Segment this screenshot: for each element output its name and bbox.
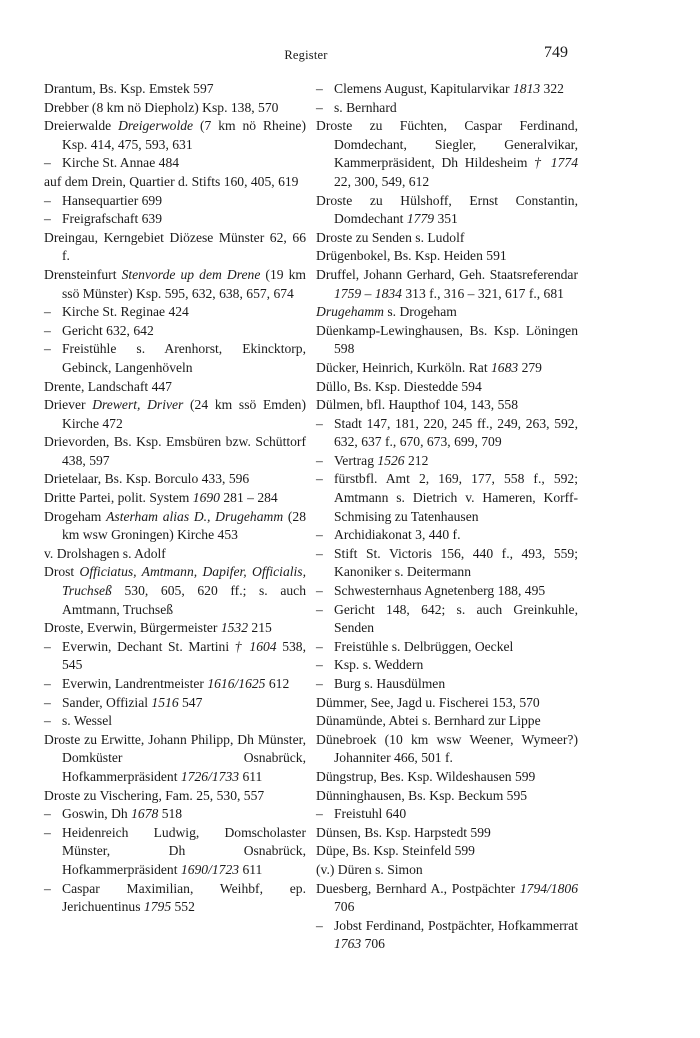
subentry-dash: – [44, 806, 51, 822]
entry-text: Dücker, Heinrich, Kurköln. Rat [316, 359, 491, 375]
entry-text: 552 [171, 899, 195, 915]
subentry-dash: – [44, 880, 51, 896]
subentry-dash: – [316, 527, 323, 543]
entry-text: (24 km ssö Emden) Kirche 472 [62, 397, 306, 431]
entry-italic-text: Drewert, Driver [92, 397, 184, 413]
entry-text: Druffel, Johann Gerhard, Geh. Staatsreferendar [316, 266, 578, 282]
index-entry [316, 787, 578, 806]
entry-text: s. Wessel [62, 713, 113, 729]
entry-text: 212 [404, 452, 429, 468]
entry-italic-text: Drugehamm [316, 304, 384, 320]
entry-text: Kirche St. Annae 484 [62, 155, 180, 171]
entry-text: Everwin, Dechant St. Martini [62, 638, 235, 654]
index-entry [44, 173, 306, 192]
entry-text: Freistühle s. Delbrüggen, Oeckel [334, 638, 514, 654]
index-entry [44, 619, 306, 638]
index-entry [44, 787, 306, 806]
index-subentry [316, 656, 578, 675]
entry-text: Sander, Offizial [62, 694, 152, 710]
index-entry [44, 489, 306, 508]
index-subentry [316, 415, 578, 452]
entry-italic-text: Asterham alias D., Drugehamm [106, 508, 284, 524]
entry-text: Dritte Partei, polit. System [44, 490, 193, 506]
entry-text: Driever [44, 397, 93, 413]
index-subentry [316, 526, 578, 545]
index-subentry [44, 712, 306, 731]
subentry-dash: – [44, 713, 51, 729]
index-entry [44, 229, 306, 266]
entry-italic-text: 1516 [151, 694, 179, 710]
subentry-dash: – [44, 192, 51, 208]
index-subentry [44, 824, 306, 880]
entry-italic-text: 1690 [192, 490, 220, 506]
subentry-dash: – [316, 471, 323, 487]
subentry-dash: – [316, 99, 323, 115]
entry-text: Ksp. s. Weddern [334, 657, 424, 673]
entry-text: Gericht 148, 642; s. auch Greinkuhle, Senden [334, 601, 578, 636]
subentry-dash: – [44, 304, 51, 320]
index-entry [316, 322, 578, 359]
entry-italic-text: 1763 [334, 936, 362, 952]
index-subentry [316, 80, 578, 99]
index-subentry [44, 154, 306, 173]
entry-text: Drietelaar, Bs. Ksp. Borculo 433, 596 [44, 471, 250, 487]
entry-italic-text: Dreigerwolde [118, 118, 194, 134]
entry-text: Drensteinfurt [44, 266, 122, 282]
entry-text: auf dem Drein, Quartier d. Stifts 160, 405, 619 [44, 173, 299, 189]
index-entry [44, 545, 306, 564]
entry-italic-text: 1813 [512, 81, 541, 96]
entry-text: Düpe, Bs. Ksp. Steinfeld 599 [316, 843, 475, 859]
entry-text: 518 [158, 806, 183, 822]
entry-italic-text: † 1604 [234, 638, 277, 654]
index-entry [44, 563, 306, 619]
entry-text: 706 [334, 899, 355, 915]
entry-text: (19 km ssö Münster) Ksp. 595, 632, 638, 657, 674 [62, 266, 307, 301]
entry-text: Heidenreich Ludwig, Domscholaster Münster, Dh Osnabrück, Hofkammerpräsident [62, 824, 306, 877]
entry-text: fürstbfl. Amt 2, 169, 177, 558 f., 592; Amtmann s. Dietrich v. Hameren, Korff-Schmising zu Tatenhausen [334, 471, 578, 524]
entry-text: Stift St. Victoris 156, 440 f., 493, 559; Kanoniker s. Deitermann [334, 545, 578, 580]
entry-text: 547 [178, 694, 203, 710]
subentry-dash: – [316, 545, 323, 561]
index-subentry [316, 582, 578, 601]
entry-italic-text: 1532 [220, 620, 248, 636]
entry-text: Archidiakonat 3, 440 f. [334, 527, 461, 543]
index-entry [316, 303, 578, 322]
index-entry [316, 359, 578, 378]
entry-text: Dümmer, See, Jagd u. Fischerei 153, 570 [316, 694, 540, 710]
subentry-dash: – [316, 676, 323, 691]
entry-text: Dülmen, bfl. Haupthof 104, 143, 558 [316, 397, 518, 413]
index-entry [316, 842, 578, 861]
entry-text: 612 [265, 676, 290, 691]
subentry-dash: – [316, 452, 323, 468]
entry-text: Hansequartier 699 [62, 192, 163, 208]
index-subentry [44, 675, 306, 694]
index-entry [44, 470, 306, 489]
entry-text: Drente, Landschaft 447 [44, 378, 172, 394]
subentry-dash: – [44, 694, 51, 710]
entry-italic-text: † 1774 [534, 155, 578, 171]
index-entry [316, 768, 578, 787]
index-subentry [316, 675, 578, 694]
index-entry [316, 824, 578, 843]
index-subentry [44, 303, 306, 322]
entry-text: Dünamünde, Abtei s. Bernhard zur Lippe [316, 713, 541, 729]
subentry-dash: – [44, 676, 51, 691]
entry-italic-text: Officiatus, Amtmann, Dapifer, Officialis, Truchseß [62, 564, 306, 599]
entry-text: Droste, Everwin, Bürgermeister [44, 620, 221, 636]
entry-text: Drantum, Bs. Ksp. Emstek 597 [44, 81, 214, 96]
entry-text: 322 [540, 81, 564, 96]
index-entry [316, 229, 578, 248]
index-entry [44, 731, 306, 787]
subentry-dash: – [316, 806, 323, 822]
entry-italic-text: 1759 – 1834 [334, 285, 402, 301]
entry-text: Düllo, Bs. Ksp. Diestedde 594 [316, 378, 482, 394]
index-subentry [44, 880, 306, 917]
entry-text: Droste zu Hülshoff, Ernst Constantin, Domdechant [316, 192, 578, 227]
entry-text: Burg s. Hausdülmen [334, 676, 446, 691]
entry-text: 313 f., 316 – 321, 617 f., 681 [401, 285, 564, 301]
index-entry [44, 378, 306, 397]
entry-text: Duesberg, Bernhard A., Postpächter [316, 880, 520, 896]
index-entry [44, 433, 306, 470]
entry-italic-text: 1678 [131, 806, 159, 822]
index-entry [316, 712, 578, 731]
index-subentry [44, 322, 306, 341]
entry-text: Everwin, Landrentmeister [62, 676, 208, 691]
entry-italic-text: 1726/1733 [180, 768, 240, 784]
entry-text: Dünsen, Bs. Ksp. Harpstedt 599 [316, 824, 491, 840]
index-entry [316, 117, 578, 191]
index-subentry [316, 638, 578, 657]
index-subentry [316, 917, 578, 954]
subentry-dash: – [316, 917, 323, 933]
index-entry [316, 247, 578, 266]
index-subentry [44, 210, 306, 229]
entry-italic-text: 1616/1625 [207, 676, 266, 691]
entry-text: Drügenbokel, Bs. Ksp. Heiden 591 [316, 248, 507, 264]
entry-text: Vertrag [334, 452, 378, 468]
index-entry [316, 861, 578, 880]
index-subentry [316, 99, 578, 118]
index-entry [316, 694, 578, 713]
running-title: Register [284, 48, 328, 62]
entry-italic-text: 1683 [491, 359, 519, 375]
index-subentry [44, 192, 306, 211]
entry-text: Schwesternhaus Agnetenberg 188, 495 [334, 583, 546, 599]
entry-text: Droste zu Vischering, Fam. 25, 530, 557 [44, 787, 265, 803]
entry-text: Droste zu Erwitte, Johann Philipp, Dh Münster, Domküster Osnabrück, Hofkammerpräsident [44, 731, 306, 784]
index-entry [44, 266, 306, 303]
entry-text: 215 [248, 620, 272, 636]
index-column-right [316, 80, 578, 954]
entry-text: Drievorden, Bs. Ksp. Emsbüren bzw. Schüttorf 438, 597 [44, 434, 306, 468]
subentry-dash: – [316, 638, 323, 654]
entry-text: Droste zu Füchten, Caspar Ferdinand, Domdechant, Siegler, Generalvikar, Kammerpräsident, Dh Hildesheim [316, 118, 578, 171]
entry-text: Gericht 632, 642 [62, 322, 154, 338]
index-entry [44, 117, 306, 154]
entry-text: Düngstrup, Bes. Ksp. Wildeshausen 599 [316, 768, 536, 784]
entry-text: Dreierwalde [44, 118, 119, 134]
subentry-dash: – [316, 583, 323, 599]
entry-italic-text: 1690/1723 [180, 861, 240, 877]
subentry-dash: – [44, 824, 51, 840]
index-subentry [44, 638, 306, 675]
entry-text: Stadt 147, 181, 220, 245 ff., 249, 263, 592, 632, 637 f., 670, 673, 699, 709 [334, 415, 578, 450]
index-entry [44, 80, 306, 99]
subentry-dash: – [44, 322, 51, 338]
entry-text: Droste zu Senden s. Ludolf [316, 229, 465, 245]
entry-text: 706 [361, 936, 385, 952]
entry-text: 351 [434, 211, 458, 227]
entry-text: 281 – 284 [219, 490, 278, 506]
index-subentry [44, 340, 306, 377]
entry-text: Drost [44, 564, 80, 580]
entry-italic-text: 1795 [143, 899, 172, 915]
entry-text: Freistuhl 640 [334, 806, 407, 822]
entry-italic-text: 1794/1806 [519, 880, 578, 896]
page-number: 749 [544, 44, 568, 61]
index-column-left [44, 80, 306, 917]
index-subentry [316, 470, 578, 526]
index-entry [44, 396, 306, 433]
index-entry [316, 266, 578, 303]
entry-text: Dreingau, Kerngebiet Diözese Münster 62, 66 f. [44, 229, 306, 264]
subentry-dash: – [316, 601, 323, 617]
entry-text: Jobst Ferdinand, Postpächter, Hofkammerrat [334, 917, 578, 933]
subentry-dash: – [44, 341, 51, 357]
entry-text: Düenkamp-Lewinghausen, Bs. Ksp. Löningen 598 [316, 322, 578, 357]
subentry-dash: – [44, 638, 51, 654]
entry-text: v. Drolshagen s. Adolf [44, 545, 166, 561]
entry-text: Caspar Maximilian, Weihbf, ep. Jerichuentinus [62, 880, 306, 915]
entry-text: (7 km nö Rheine) Ksp. 414, 475, 593, 631 [62, 118, 306, 152]
index-subentry [44, 694, 306, 713]
entry-text: Drogeham [44, 508, 107, 524]
entry-italic-text: Stenvorde up dem Drene [121, 266, 261, 282]
index-entry [44, 508, 306, 545]
entry-text: (v.) Düren s. Simon [316, 861, 423, 877]
subentry-dash: – [316, 657, 323, 673]
entry-text: Kirche St. Reginae 424 [62, 304, 189, 320]
index-subentry [316, 545, 578, 582]
entry-text: 611 [239, 768, 263, 784]
entry-text: s. Drogeham [383, 304, 457, 320]
entry-italic-text: 1526 [377, 452, 405, 468]
entry-text: 279 [518, 359, 542, 375]
entry-text: 22, 300, 549, 612 [334, 173, 430, 189]
subentry-dash: – [44, 211, 51, 227]
index-entry [316, 192, 578, 229]
entry-text: Clemens August, Kapitularvikar [334, 81, 513, 96]
index-entry [316, 880, 578, 917]
index-entry [316, 731, 578, 768]
entry-text: Freistühle s. Arenhorst, Ekincktorp, Gebinck, Langenhöveln [62, 341, 306, 375]
entry-text: Goswin, Dh [62, 806, 132, 822]
index-subentry [316, 601, 578, 638]
entry-text: Freigrafschaft 639 [62, 211, 163, 227]
index-entry [316, 396, 578, 415]
page-header [44, 44, 568, 70]
entry-italic-text: 1779 [406, 211, 435, 227]
entry-text: s. Bernhard [334, 99, 397, 115]
entry-text: 611 [239, 861, 263, 877]
entry-text: Dünebroek (10 km wsw Weener, Wymeer?) Johanniter 466, 501 f. [316, 731, 578, 766]
entry-text: 538, 545 [62, 638, 307, 673]
index-subentry [316, 805, 578, 824]
subentry-dash: – [316, 81, 323, 96]
index-entry [44, 99, 306, 118]
index-subentry [44, 805, 306, 824]
subentry-dash: – [44, 155, 51, 171]
subentry-dash: – [316, 415, 323, 431]
index-subentry [316, 452, 578, 471]
index-entry [316, 378, 578, 397]
entry-text: Dünninghausen, Bs. Ksp. Beckum 595 [316, 787, 528, 803]
entry-text: 530, 605, 620 ff.; s. auch Amtmann, Truchseß [62, 583, 306, 617]
entry-text: Drebber (8 km nö Diepholz) Ksp. 138, 570 [44, 99, 279, 115]
entry-text: (28 km wsw Groningen) Kirche 453 [62, 508, 306, 543]
